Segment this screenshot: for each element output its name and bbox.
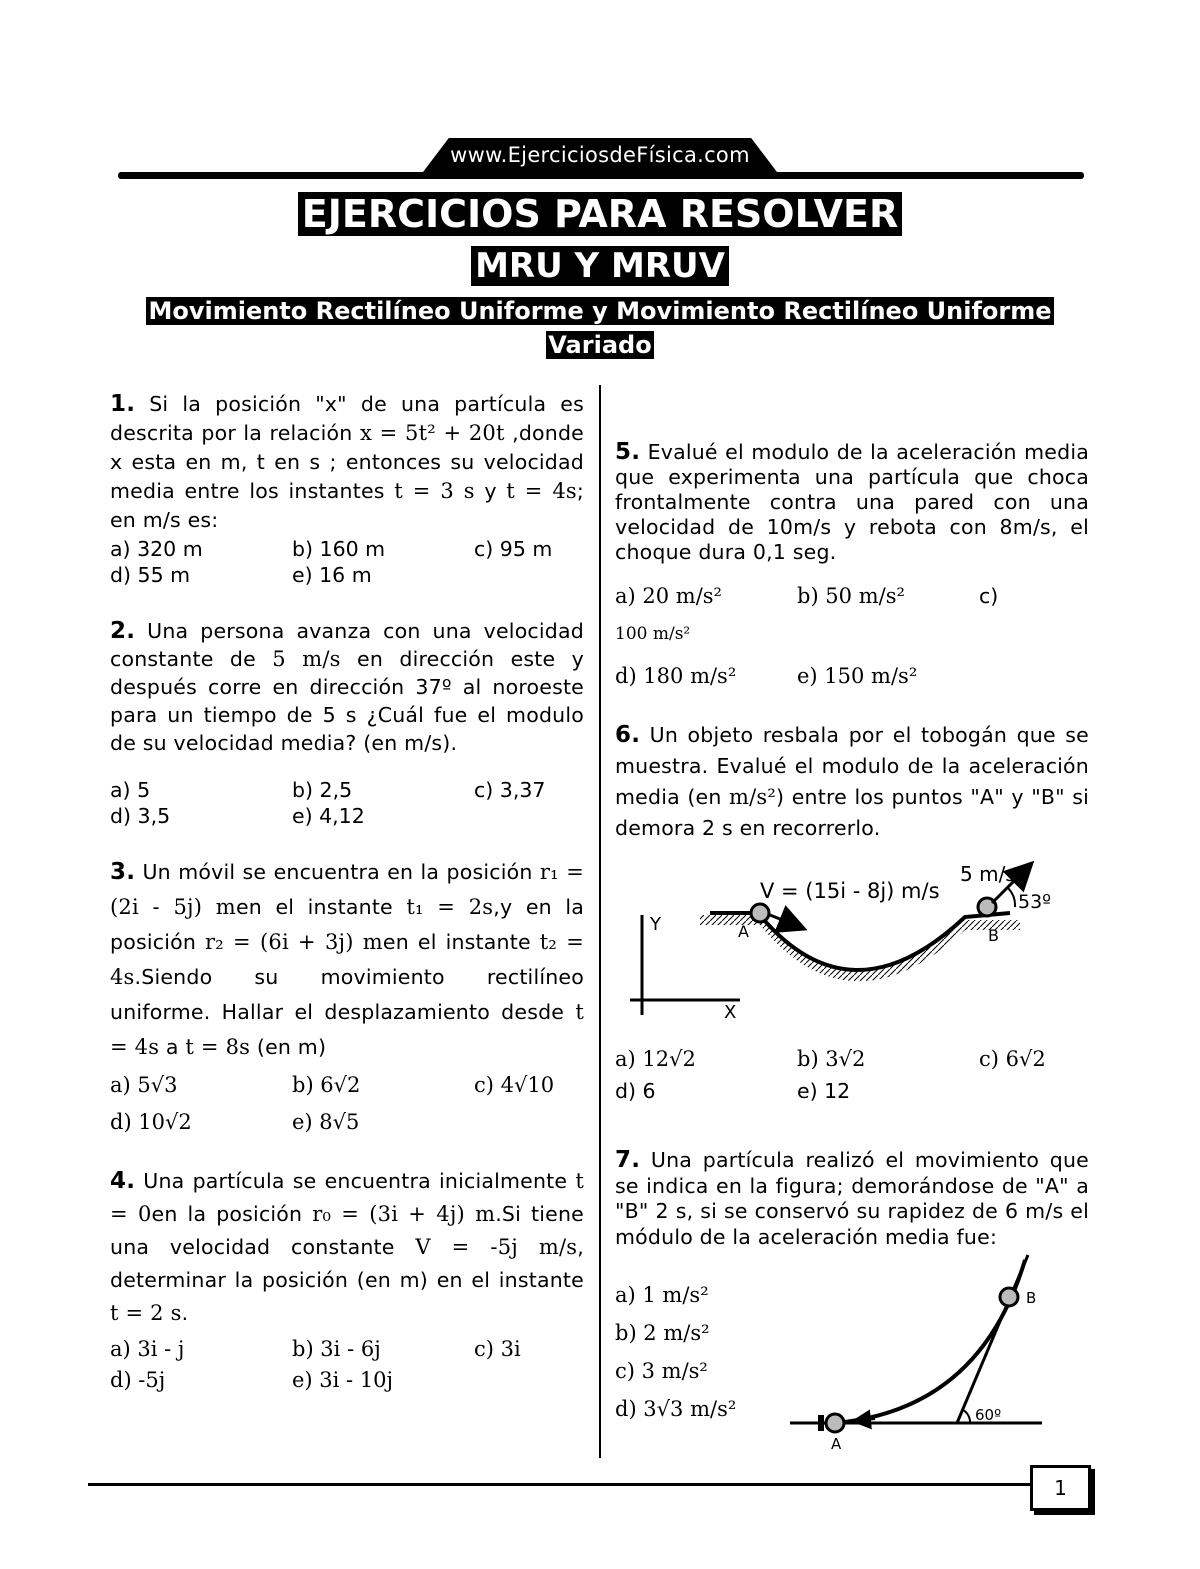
question-text: Una partícula realizó el movimiento que se indica en la figura; demorándose de "A" a "B" 2 s, si se conservó su rapidez de 6 m/s el módulo de la aceleración media fue:	[615, 1148, 1089, 1249]
option-c: c) 95 m	[474, 537, 553, 561]
option-b: b) 160 m	[292, 537, 386, 561]
option-d: d) 55 m	[110, 563, 191, 587]
option-c: c) 6√2	[979, 1047, 1046, 1071]
option-d: d) 180 m/s²	[615, 664, 737, 688]
question-text: en dirección este y después corre en dirección 37º al noroeste para un tiempo de 5 s ¿Cuál fue el modulo de su velocidad media? (en m/s).	[110, 647, 584, 755]
angle-label: 53º	[1018, 891, 1052, 913]
question-7	[615, 1148, 1089, 1250]
topic-heading	[0, 294, 1200, 362]
question-3	[110, 855, 584, 1065]
question-number: 7.	[615, 1147, 641, 1173]
point-label-b: B	[1026, 1289, 1037, 1307]
page-subtitle-text: MRU Y MRUV	[471, 246, 729, 286]
option-c: c) 3,37	[474, 778, 546, 802]
option-b: b) 50 m/s²	[797, 584, 905, 608]
option-c-value: 100 m/s²	[615, 624, 691, 644]
point-a-ball	[826, 1414, 844, 1432]
question-text: en el instante	[235, 895, 407, 919]
math-expression: x = 5t² + 20t	[359, 421, 505, 445]
option-e: e) 3i - 10j	[292, 1368, 394, 1392]
question-text: ,y en la posición	[110, 895, 585, 954]
option-a: a) 12√2	[615, 1047, 696, 1071]
option-a: a) 20 m/s²	[615, 584, 722, 608]
point-b-ball	[1000, 1288, 1018, 1306]
question-number: 3.	[110, 859, 136, 885]
math-expression: t₂ = 4s	[110, 930, 585, 989]
question-text: , determinar la posición (en m) en el instante	[110, 1235, 584, 1292]
question-text: Si la posición "x" de una partícula es descrita por la relación	[110, 392, 584, 445]
math-expression: 5 m/s	[272, 647, 341, 671]
math-expression: t = 4s	[110, 1000, 584, 1059]
slide-figure	[620, 855, 1090, 1035]
option-d: d) -5j	[110, 1368, 166, 1392]
velocity-arrow-a	[770, 915, 802, 928]
option-c: c)	[979, 584, 999, 608]
question-text: en la posición	[151, 1202, 313, 1226]
question-4	[110, 1165, 584, 1330]
option-a: a) 5	[110, 778, 151, 802]
question-1	[110, 390, 584, 535]
question-text: ; en m/s es:	[110, 479, 584, 532]
point-a-ball	[751, 904, 769, 922]
question-2	[110, 617, 584, 757]
option-b: b) 2,5	[292, 778, 353, 802]
option-e: e) 16 m	[292, 563, 372, 587]
question-number: 4.	[110, 1168, 136, 1194]
page-number: 1	[1030, 1465, 1091, 1511]
question-text: Evalué el modulo de la aceleración media que experimenta una partícula que choca frontalmente contra una pared con una velocidad de 10m/s y rebota con 8m/s, el choque dura 0,1 seg.	[615, 440, 1089, 564]
angle-arc	[963, 1410, 970, 1423]
option-b: b) 6√2	[292, 1073, 361, 1097]
question-text: .Siendo su movimiento rectilíneo uniforme. Hallar el desplazamiento desde	[110, 965, 584, 1024]
page-subtitle	[0, 246, 1200, 286]
math-expression: r₂ = (6i + 3j) m	[205, 930, 383, 954]
question-number: 2.	[110, 618, 136, 644]
trajectory-figure	[780, 1250, 1080, 1455]
option-c: c) 4√10	[474, 1073, 555, 1097]
velocity-label: V = (15i - 8j) m/s	[760, 879, 940, 903]
question-text: .	[181, 1301, 189, 1325]
point-label-b: B	[988, 926, 999, 945]
question-text: a	[159, 1035, 186, 1059]
option-b: b) 2 m/s²	[615, 1321, 710, 1345]
option-b: b) 3√2	[797, 1047, 866, 1071]
math-expression: t = 4s	[506, 479, 577, 503]
option-a: a) 320 m	[110, 537, 203, 561]
question-text: en el instante	[382, 930, 540, 954]
math-expression: t₁ = 2s	[406, 895, 494, 919]
question-text: Un objeto resbala por el tobogán que se muestra. Evalué el modulo de la aceleración media (en	[615, 723, 1089, 809]
math-expression: m/s²	[729, 785, 777, 809]
question-text: y	[474, 479, 507, 503]
math-expression: r₀ = (3i + 4j) m	[312, 1202, 496, 1226]
point-label-a: A	[831, 1435, 842, 1453]
option-c: c) 3 m/s²	[615, 1359, 708, 1383]
math-expression: t = 8s	[185, 1035, 251, 1059]
option-e: e) 8√5	[292, 1110, 360, 1134]
math-expression: t = 3 s	[394, 479, 475, 503]
page-title-text: EJERCICIOS PARA RESOLVER	[298, 192, 902, 236]
option-e: e) 12	[797, 1079, 851, 1103]
topic-line-2: Variado	[548, 331, 652, 359]
page-title	[0, 192, 1200, 236]
option-a: a) 3i - j	[110, 1337, 185, 1361]
option-b: b) 3i - 6j	[292, 1337, 381, 1361]
question-number: 1.	[110, 391, 136, 417]
option-d: d) 3,5	[110, 804, 171, 828]
question-text: ) entre los puntos "A" y "B" si demora 2 s en recorrerlo.	[615, 785, 1089, 840]
speed-label: 5 m/s	[960, 862, 1016, 886]
question-text: Una partícula se encuentra inicialmente	[135, 1169, 576, 1193]
angle-label: 60º	[975, 1406, 1002, 1424]
math-expression: V = -5j m/s	[415, 1235, 578, 1259]
question-text: ,donde x esta en m, t en s ; entonces su velocidad media entre los instantes	[110, 421, 584, 503]
axis-label-x: X	[724, 1002, 737, 1023]
footer-rule	[88, 1483, 1033, 1486]
point-label-a: A	[738, 922, 749, 941]
angle-arc	[1008, 888, 1015, 907]
question-5	[615, 440, 1089, 565]
question-number: 6.	[615, 722, 641, 748]
point-a-marker	[818, 1415, 824, 1431]
question-number: 5.	[615, 439, 641, 465]
question-text: (en m)	[250, 1035, 327, 1059]
option-a: a) 1 m/s²	[615, 1283, 709, 1307]
option-e: e) 4,12	[292, 804, 365, 828]
option-d: d) 10√2	[110, 1110, 192, 1134]
option-d: d) 6	[615, 1079, 656, 1103]
question-text: .Si tiene una velocidad constante	[110, 1202, 584, 1259]
option-e: e) 150 m/s²	[797, 664, 918, 688]
math-expression: t = 0	[110, 1169, 584, 1226]
question-text: Una persona avanza con una velocidad constante de	[110, 619, 584, 671]
axis-label-y: Y	[650, 914, 661, 935]
question-text: Un móvil se encuentra en la posición	[135, 860, 540, 884]
math-expression: r₁ = (2i - 5j) m	[110, 860, 584, 919]
topic-line-1: Movimiento Rectilíneo Uniforme y Movimiento Rectilíneo Uniforme	[148, 297, 1052, 325]
trajectory-curve	[835, 1260, 1025, 1423]
website-url: www.EjerciciosdeFísica.com	[450, 143, 750, 167]
option-c: c) 3i	[474, 1337, 521, 1361]
column-divider	[599, 385, 601, 1458]
question-6	[615, 720, 1089, 844]
option-d: d) 3√3 m/s²	[615, 1397, 737, 1421]
math-expression: t = 2 s	[110, 1301, 182, 1325]
option-a: a) 5√3	[110, 1073, 178, 1097]
